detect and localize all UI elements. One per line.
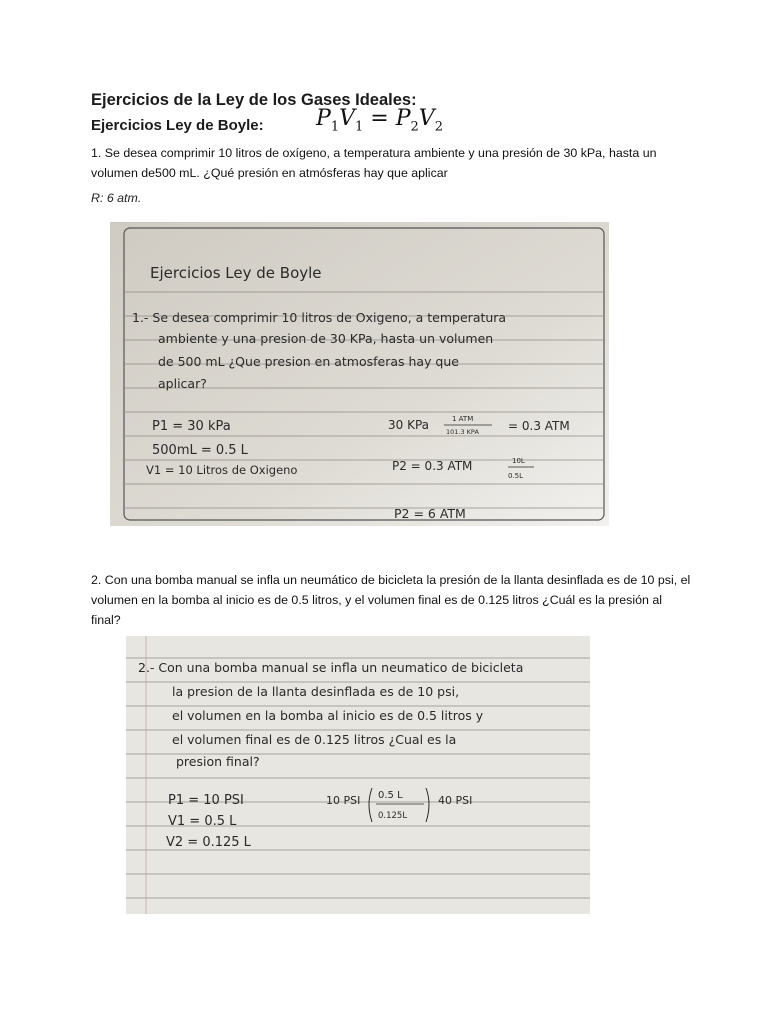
hw-calc: 0.125L bbox=[378, 811, 408, 821]
handwritten-photo-1 bbox=[110, 222, 609, 526]
hw-calc: 10L bbox=[512, 457, 525, 465]
hw-line: presion final? bbox=[176, 754, 260, 769]
exercise-2-question: 2. Con una bomba manual se infla un neumático de bicicleta la presión de la llanta desinflada es de 10 psi, el volumen en la bomba al inicio es de 0.5 litros, y el volumen final es de 0.125 litros ¿Cuál es la presión al final? bbox=[91, 573, 691, 627]
hw-calc: 0.5L bbox=[508, 472, 524, 480]
section-subtitle: Ejercicios Ley de Boyle: bbox=[91, 117, 264, 134]
hw-line: el volumen final es de 0.125 litros ¿Cual es la bbox=[172, 732, 457, 747]
boyle-formula: $P_1V_1 = P_2V_2$ bbox=[316, 106, 443, 135]
hw-calc: = 0.3 ATM bbox=[508, 419, 570, 433]
hw-calc: 10 PSI bbox=[326, 794, 361, 807]
hw-calc: 30 KPa bbox=[388, 418, 430, 432]
hw-data: P1 = 30 kPa bbox=[152, 419, 231, 434]
hw-data: V1 = 0.5 L bbox=[168, 814, 237, 829]
exercise-1-answer: R: 6 atm. bbox=[91, 191, 142, 205]
hw-calc: 101.3 KPA bbox=[446, 428, 479, 436]
hw-line: 2.- Con una bomba manual se infla un neumatico de bicicleta bbox=[138, 660, 524, 675]
hw-data: P1 = 10 PSI bbox=[168, 793, 244, 808]
hw-line: 1.- Se desea comprimir 10 litros de Oxigeno, a temperatura bbox=[132, 310, 507, 325]
hw-line: de 500 mL ¿Que presion en atmosferas hay que bbox=[158, 354, 459, 369]
hw-calc: 40 PSI bbox=[438, 794, 473, 807]
hw-heading: Ejercicios Ley de Boyle bbox=[150, 264, 322, 282]
page-title: Ejercicios de la Ley de los Gases Ideales: bbox=[91, 91, 417, 109]
exercise-1-question: 1. Se desea comprimir 10 litros de oxígeno, a temperatura ambiente y una presión de 30 kPa, hasta un volumen de500 mL. ¿Qué presión en atmósferas hay que aplicar bbox=[91, 146, 657, 180]
hw-line: el volumen en la bomba al inicio es de 0.5 litros y bbox=[172, 708, 484, 723]
hw-calc: P2 = 0.3 ATM bbox=[392, 459, 473, 473]
hw-data: V1 = 10 Litros de Oxigeno bbox=[146, 463, 298, 477]
hw-calc: 1 ATM bbox=[452, 415, 474, 423]
handwritten-photo-2 bbox=[126, 636, 590, 914]
hw-calc: 0.5 L bbox=[378, 790, 403, 801]
hw-data: 500mL = 0.5 L bbox=[152, 443, 248, 458]
hw-result: P2 = 6 ATM bbox=[394, 506, 466, 521]
hw-line: la presion de la llanta desinflada es de 10 psi, bbox=[172, 684, 460, 699]
hw-line: aplicar? bbox=[158, 376, 207, 391]
hw-line: ambiente y una presion de 30 KPa, hasta un volumen bbox=[158, 331, 494, 346]
hw-data: V2 = 0.125 L bbox=[166, 835, 251, 850]
